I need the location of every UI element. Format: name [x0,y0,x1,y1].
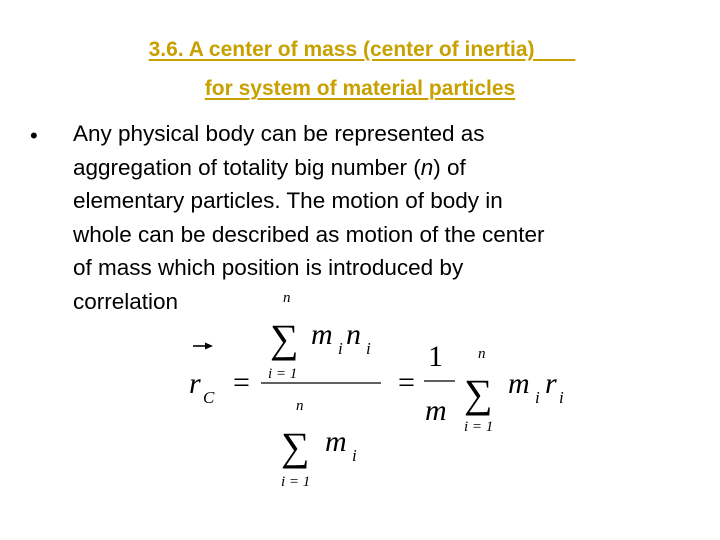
body-line-5: of mass which position is introduced by [73,255,464,280]
denominator-m-subscript: i [352,446,357,465]
numerator-m: m [311,318,333,351]
lhs-subscript-c: C [203,388,215,407]
vector-arrow-icon [193,343,213,350]
equals-sign-2: = [398,366,415,399]
rhs-m-subscript: i [535,388,540,407]
rhs-upper-limit: n [478,346,486,362]
slide-title-line-2: for system of material particles [204,77,516,100]
numerator-n: n [346,318,361,351]
numerator-m-subscript: i [338,339,343,358]
bullet-marker: • [30,123,38,148]
denominator-lower-limit: i = 1 [281,474,311,490]
equals-sign-1: = [233,366,250,399]
denominator-upper-limit: n [296,398,304,414]
rhs-m: m [508,367,530,400]
numerator-lower-limit: i = 1 [268,366,298,382]
numerator-n-subscript: i [366,339,371,358]
rhs-lower-limit: i = 1 [464,419,494,435]
body-line-3: elementary particles. The motion of body in [73,188,503,213]
body-line-4: whole can be described as motion of the center [73,221,545,247]
slide-title-line-1: 3.6. A center of mass (center of inertia) [148,38,576,61]
rhs-r-subscript: i [559,388,564,407]
rhs-sum-symbol: ∑ [464,371,493,416]
body-line-6: correlation [73,288,179,314]
body-line-1: Any physical body can be represented as [73,121,485,146]
numerator-upper-limit: n [283,290,291,306]
variable-n: n [420,154,434,180]
numerator-sum-symbol: ∑ [270,316,299,361]
denominator-m: m [325,425,347,458]
rhs-r: r [545,367,557,400]
total-mass-m: m [425,394,447,427]
body-line-2-start: aggregation of totality big number ( [73,154,421,180]
body-line-2-end: ) of [433,154,466,180]
lhs-r: r [189,367,201,400]
denominator-sum-symbol: ∑ [281,424,310,469]
one-over-numerator: 1 [428,340,443,373]
